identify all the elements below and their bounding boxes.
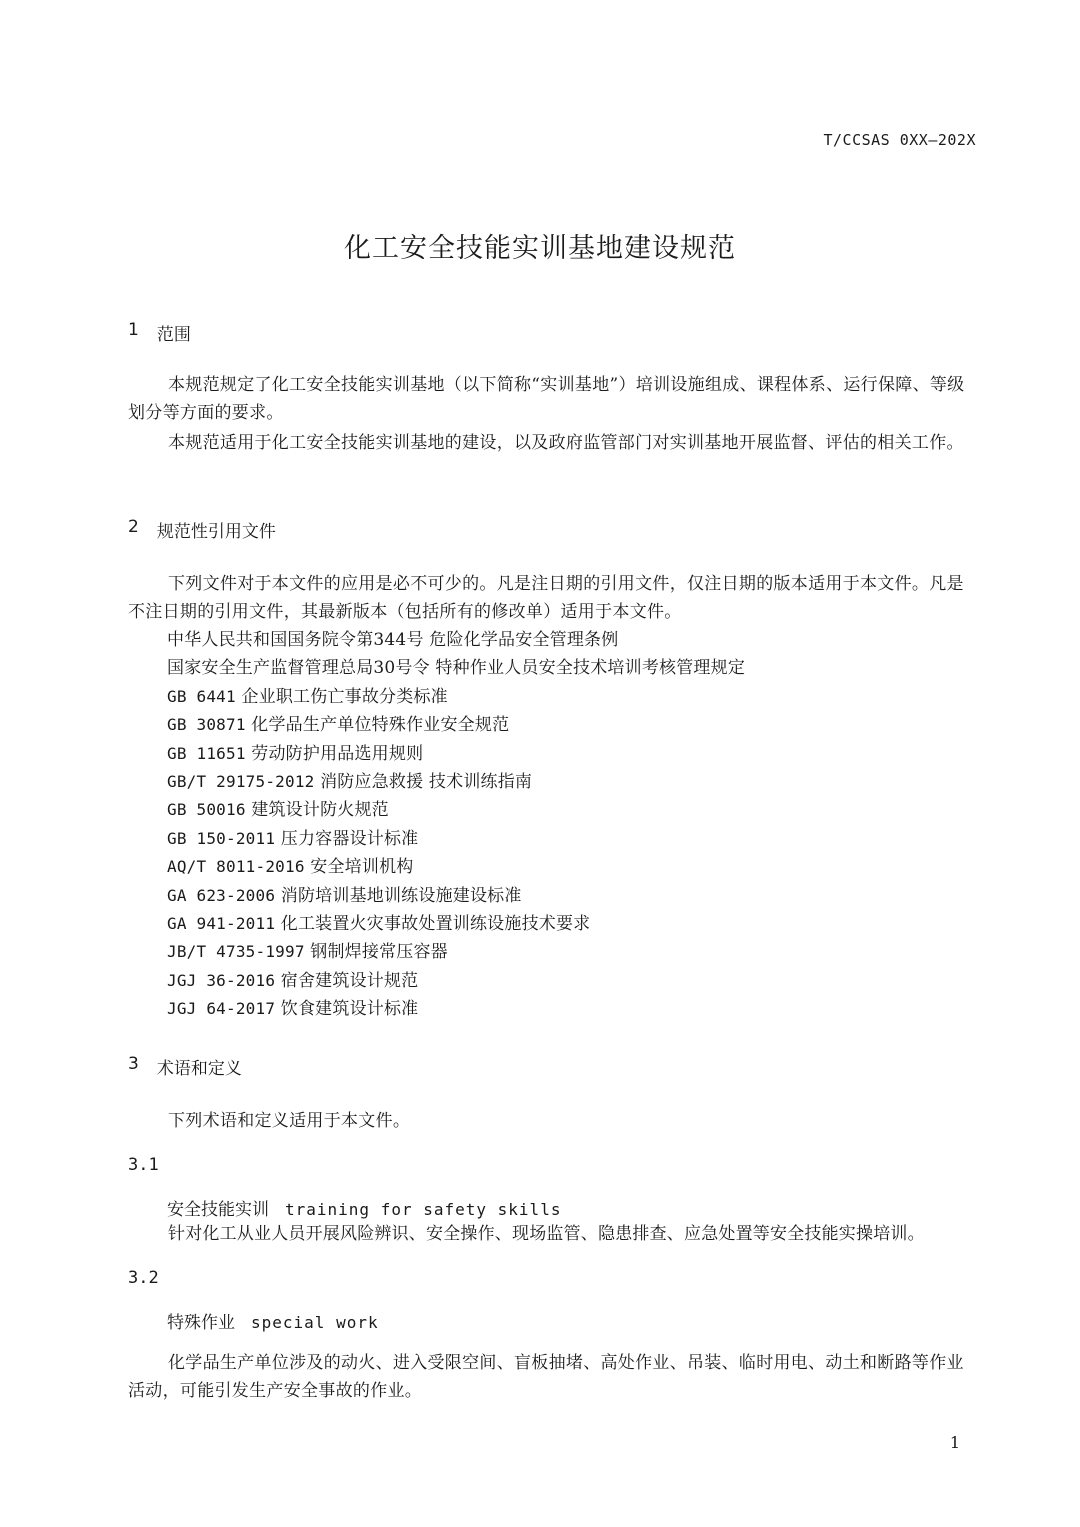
term-en: training for safety skills [285, 1200, 562, 1219]
reference-item [167, 683, 745, 711]
section-title: 术语和定义 [156, 1059, 242, 1079]
reference-text: 建筑设计防火规范 [251, 800, 389, 821]
reference-text: 企业职工伤亡事故分类标准 [241, 686, 448, 707]
section-number: 2 [128, 517, 139, 537]
term-definition: 化学品生产单位涉及的动火、进入受限空间、盲板抽堵、高处作业、吊装、临时用电、动土和断路等作业活动，可能引发生产安全事故的作业。 [128, 1353, 964, 1401]
term-definition: 针对化工从业人员开展风险辨识、安全操作、现场监管、隐患排查、应急处置等安全技能实操培训。 [168, 1224, 925, 1244]
section-heading-scope [128, 320, 191, 345]
term-entry [167, 1195, 561, 1220]
section-number: 1 [128, 320, 139, 340]
document-title: 化工安全技能实训基地建设规范 [344, 233, 736, 264]
reference-text: 劳动防护用品选用规则 [251, 743, 424, 764]
paragraph: 本规范适用于化工安全技能实训基地的建设，以及政府监管部门对实训基地开展监督、评估的相关工作。 [168, 433, 964, 453]
reference-text: 中华人民共和国国务院令第344号 危险化学品安全管理条例 [167, 630, 619, 650]
reference-code: GB 150-2011 [167, 828, 276, 848]
reference-text: 宿舍建筑设计规范 [280, 970, 419, 991]
reference-item [167, 768, 745, 796]
document-code: T/CCSAS 0XX—202X [823, 131, 976, 149]
reference-item [167, 825, 745, 853]
reference-code: JB/T 4735-1997 [167, 942, 305, 962]
reference-text: 化工装置火灾事故处置训练设施技术要求 [280, 914, 591, 935]
reference-code: GB 50016 [167, 800, 246, 820]
paragraph: 下列术语和定义适用于本文件。 [168, 1111, 411, 1131]
section-title: 规范性引用文件 [156, 522, 276, 542]
paragraph: 下列文件对于本文件的应用是必不可少的。凡是注日期的引用文件，仅注日期的版本适用于本文件。凡是不注日期的引用文件，其最新版本（包括所有的修改单）适用于本文件。 [128, 574, 964, 622]
reference-text: 消防培训基地训练设施建设标准 [280, 885, 522, 906]
reference-code: GB/T 29175-2012 [167, 772, 315, 792]
reference-code: GA 623-2006 [167, 885, 276, 905]
reference-code: JGJ 64-2017 [167, 999, 276, 1019]
reference-item [167, 882, 745, 910]
section-number: 3 [128, 1054, 139, 1074]
reference-item [167, 740, 745, 768]
reference-text: 消防应急救援 技术训练指南 [320, 772, 533, 793]
page-number: 1 [949, 1433, 960, 1452]
reference-text: 压力容器设计标准 [280, 828, 419, 849]
reference-item [167, 995, 745, 1023]
reference-item [167, 938, 745, 966]
reference-code: GB 30871 [167, 715, 246, 735]
reference-text: 安全培训机构 [310, 857, 414, 878]
reference-text: 钢制焊接常压容器 [310, 942, 448, 963]
reference-code: GB 11651 [167, 743, 246, 763]
term-zh: 安全技能实训 [167, 1200, 269, 1220]
reference-item [167, 654, 745, 682]
term-entry [167, 1308, 379, 1333]
reference-item [167, 626, 745, 654]
reference-list [167, 626, 745, 1024]
reference-item [167, 711, 745, 739]
section-title: 范围 [156, 325, 191, 345]
reference-code: GA 941-2011 [167, 914, 276, 934]
reference-item [167, 967, 745, 995]
paragraph: 本规范规定了化工安全技能实训基地（以下简称“实训基地”）培训设施组成、课程体系、运行保障、等级划分等方面的要求。 [128, 375, 965, 423]
section-heading-terms-definitions [128, 1054, 242, 1079]
reference-code: JGJ 36-2016 [167, 970, 276, 990]
reference-item [167, 853, 745, 881]
reference-item [167, 910, 745, 938]
term-en: special work [251, 1313, 379, 1332]
reference-text: 饮食建筑设计标准 [280, 999, 419, 1020]
clause-number: 3.1 [128, 1155, 159, 1175]
reference-text: 国家安全生产监督管理总局30号令 特种作业人员安全技术培训考核管理规定 [167, 658, 746, 679]
term-zh: 特殊作业 [167, 1313, 235, 1333]
clause-number: 3.2 [128, 1268, 159, 1288]
reference-code: GB 6441 [167, 686, 236, 706]
reference-text: 化学品生产单位特殊作业安全规范 [251, 715, 510, 736]
section-heading-normative-references [128, 517, 276, 542]
reference-code: AQ/T 8011-2016 [167, 857, 305, 877]
reference-item [167, 796, 745, 824]
